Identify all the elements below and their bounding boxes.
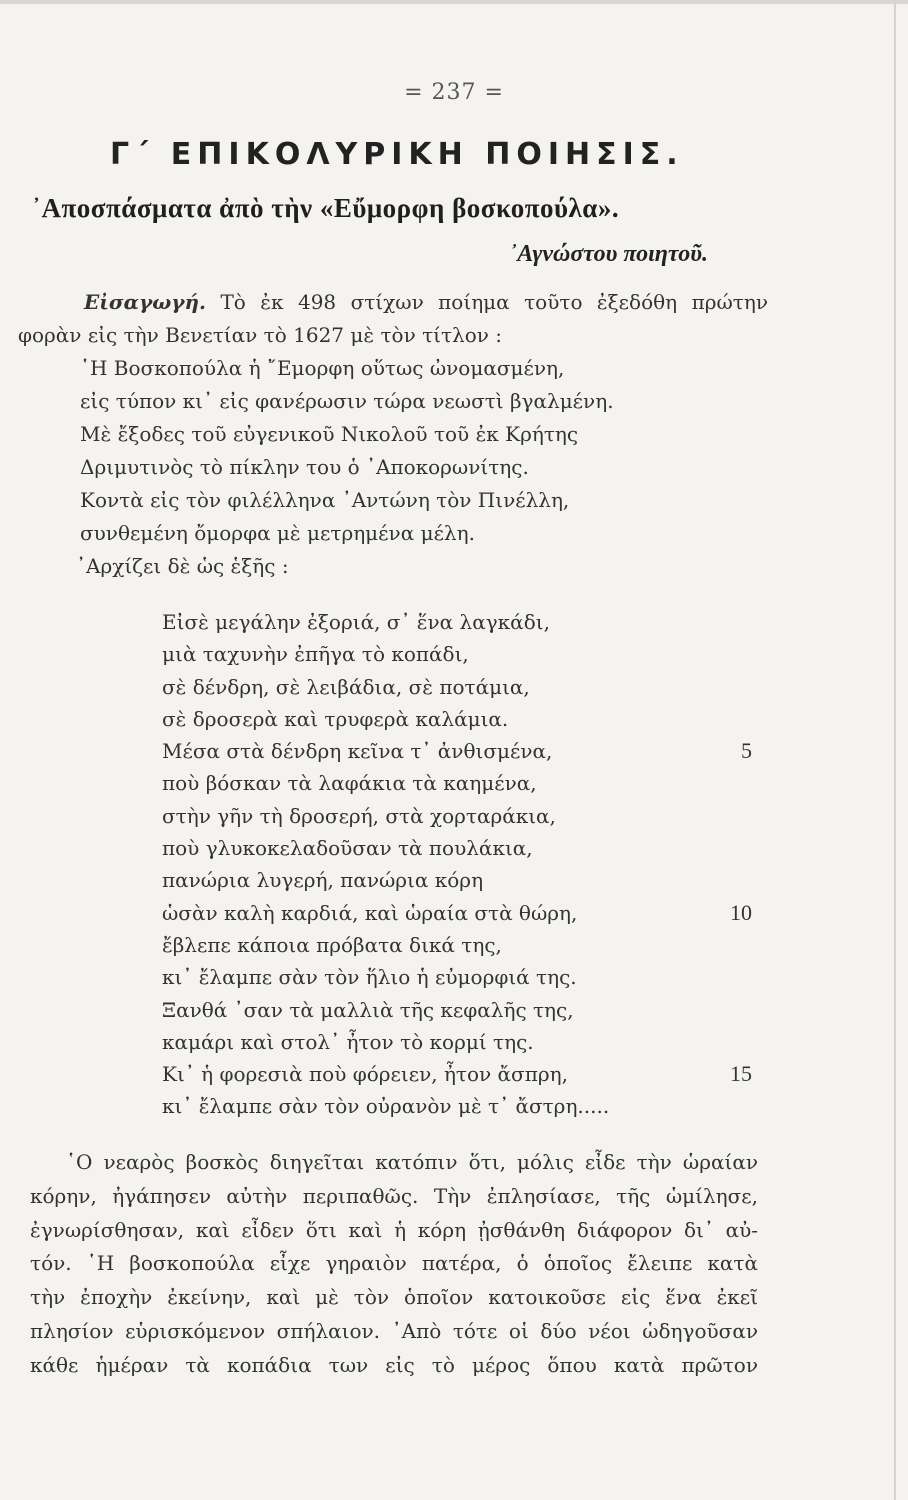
original-title-quote (18, 352, 768, 550)
line-number: 10 (730, 899, 752, 925)
poem-line (162, 832, 752, 864)
page-number: = 237 = (404, 80, 504, 105)
author-attribution: ᾿Αγνώστου ποιητοῦ. (509, 241, 708, 267)
poem-line-text: πανώρια λυγερή, πανώρια κόρη (162, 868, 484, 893)
poem-line (162, 606, 752, 638)
title-line: συνθεμένη ὄμορφα μὲ μετρημένα μέλη. (80, 521, 475, 545)
intro-paragraph (18, 286, 768, 352)
poem-line-text: ποὺ γλυκοκελαδοῦσαν τὰ πουλάκια, (162, 836, 533, 861)
poem-line-text: καμάρι καὶ στολ᾽ ἦτον τὸ κορμί της. (162, 1029, 534, 1054)
commentary-line: κόρην, ἠγάπησεν αὐτὴν περιπαθῶς. Τὴν ἐπλησίασε, τῆς ὡμίλησε, (30, 1183, 758, 1208)
commentary-line: κάθε ἡμέραν τὰ κοπάδια των εἰς τὸ μέρος ὅπου κατὰ πρῶτον (30, 1352, 758, 1377)
line-number: 5 (741, 738, 752, 764)
title-line: Κοντὰ εἰς τὸν φιλέλληνα ᾿Αντώνη τὸν Πινέλλη, (80, 488, 570, 512)
poem-intro-line: ᾿Αρχίζει δὲ ὡς ἑξῆς : (76, 554, 289, 578)
poem-line (162, 735, 752, 767)
intro-label: Εἰσαγωγή. (84, 290, 207, 314)
poem-line-text: ὡσὰν καλὴ καρδιά, καὶ ὡραία στὰ θώρη, (162, 900, 578, 925)
introduction (18, 286, 768, 583)
poem-line (162, 638, 752, 670)
poem-line (162, 800, 752, 832)
poem-line-text: ποὺ βόσκαν τὰ λαφάκια τὰ καημένα, (162, 771, 537, 796)
line-number: 15 (730, 1061, 752, 1087)
poem-line (162, 671, 752, 703)
poem-line (162, 864, 752, 896)
poem-line (162, 703, 752, 735)
poem-line-text: σὲ δροσερὰ καὶ τρυφερὰ καλάμια. (162, 706, 509, 731)
poem-line (162, 929, 752, 961)
poem-line-text: σὲ δένδρη, σὲ λειβάδια, σὲ ποτάμια, (162, 674, 530, 699)
poem-line-text: μιὰ ταχυνὴν ἐπῆγα τὸ κοπάδι, (162, 642, 469, 667)
commentary-paragraph (30, 1146, 758, 1383)
title-line: Μὲ ἔξοδες τοῦ εὐγενικοῦ Νικολοῦ τοῦ ἐκ Κρήτης (80, 422, 579, 446)
poem-line (162, 897, 752, 929)
page-binding-edge (894, 0, 896, 1500)
poem-line-text: στὴν γῆν τὴ δροσερή, στὰ χορταράκια, (162, 803, 556, 828)
poem-line (162, 767, 752, 799)
excerpt-title: ᾿Αποσπάσματα ἀπὸ τὴν «Εὔμορφη βοσκοπούλα». (32, 193, 620, 223)
section-heading: Γ΄ ΕΠΙΚΟΛΥΡΙΚΗ ΠΟΙΗΣΙΣ. (110, 137, 684, 172)
poem-line-text: Μέσα στὰ δένδρη κεῖνα τ᾽ ἀνθισμένα, (162, 739, 553, 764)
poem-line (162, 1058, 752, 1090)
commentary-line: ῾Ο νεαρὸς βοσκὸς διηγεῖται κατόπιν ὅτι, μόλις εἶδε τὴν ὡραίαν (66, 1150, 758, 1174)
poem-line-text: Ξανθά ᾽σαν τὰ μαλλιὰ τῆς κεφαλῆς της, (162, 997, 574, 1022)
poem-line-text: ἔβλεπε κάποια πρόβατα δικά της, (162, 932, 502, 957)
poem-line-text: κι᾽ ἔλαμπε σὰν τὸν ἥλιο ἡ εὐμορφιά της. (162, 965, 577, 990)
title-line: ῾Η Βοσκοπούλα ἡ ῎Εμορφη οὕτως ὠνομασμένη, (80, 356, 565, 380)
commentary-line: τὴν ἐποχὴν ἐκείνην, καὶ μὲ τὸν ὁποῖον κατοικοῦσε εἰς ἕνα ἐκεῖ (30, 1285, 758, 1310)
poem-line-text: κι᾽ ἔλαμπε σὰν τὸν οὐρανὸν μὲ τ᾽ ἄστρη..... (162, 1094, 610, 1119)
poem-line (162, 994, 752, 1026)
poem-line (162, 1026, 752, 1058)
poem-line (162, 961, 752, 993)
title-line: εἰς τύπον κι᾽ εἰς φανέρωσιν τώρα νεωστὶ βγαλμένη. (80, 389, 614, 413)
poem-excerpt (162, 606, 752, 1123)
poem-line-text: Κι᾽ ἡ φορεσιὰ ποὺ φόρειεν, ἦτον ἄσπρη, (162, 1062, 568, 1087)
poem-line-text: Εἰσὲ μεγάλην ἐξοριά, σ᾽ ἕνα λαγκάδι, (162, 610, 550, 634)
poem-line (162, 1090, 752, 1122)
commentary-line: τόν. ῾Η βοσκοπούλα εἶχε γηραιὸν πατέρα, ὁ ὁποῖος ἔλειπε κατὰ (30, 1251, 758, 1276)
title-line: Δριμυτινὸς τὸ πίκλην του ὁ ᾿Αποκορωνίτης. (80, 455, 529, 479)
page-top-edge (0, 0, 908, 4)
commentary-line: πλησίον εὑρισκόμενον σπήλαιον. ᾿Απὸ τότε οἱ δύο νέοι ὡδηγοῦσαν (30, 1318, 758, 1343)
commentary-line: ἐγνωρίσθησαν, καὶ εἶδεν ὅτι καὶ ἡ κόρη ᾐσθάνθη διάφορον δι᾽ αὐ- (30, 1217, 758, 1242)
intro-text: Τὸ ἐκ 498 στίχων ποίημα τοῦτο ἐξεδόθη πρώτην φορὰν εἰς τὴν Βενετίαν τὸ 1627 μὲ τὸν τίτλον : (18, 290, 769, 347)
